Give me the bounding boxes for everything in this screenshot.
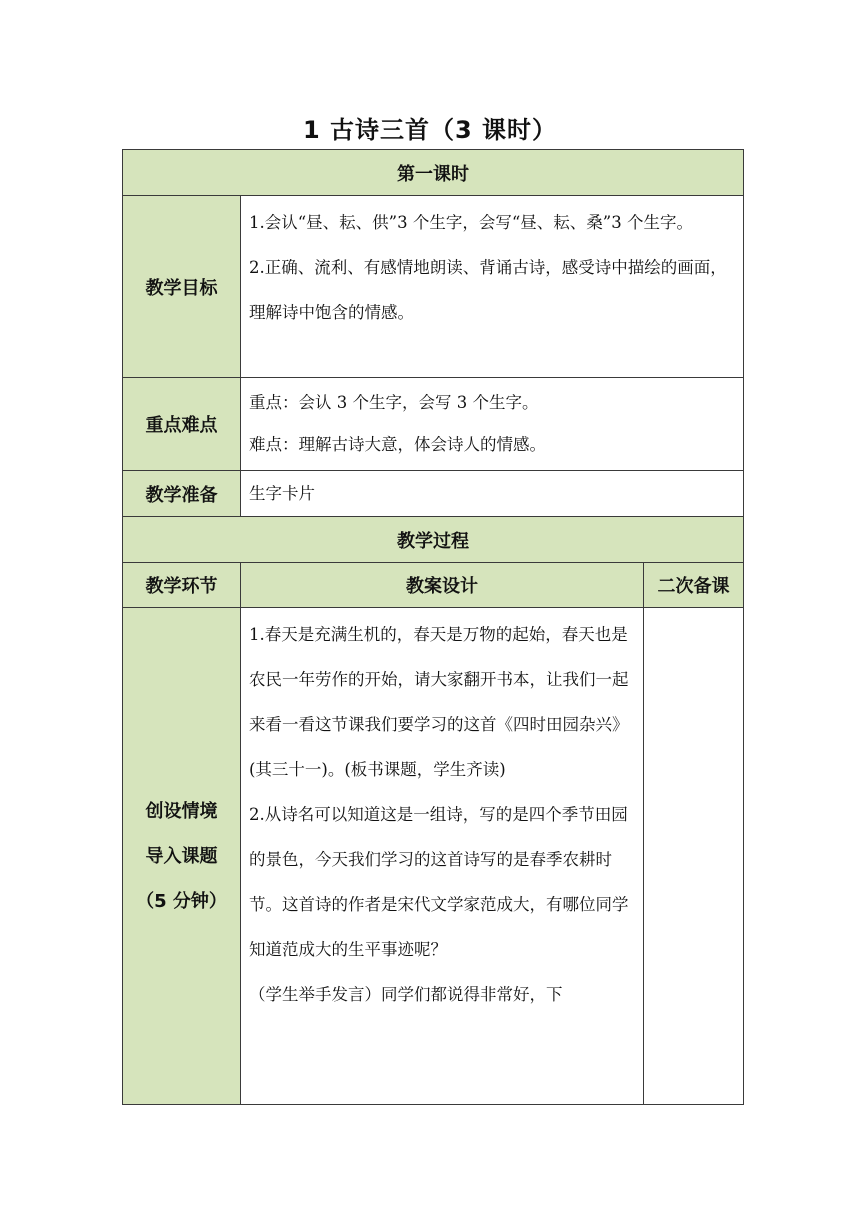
key-point-item: 重点：会认 3 个生字，会写 3 个生字。 xyxy=(249,393,539,412)
design-paragraph: （学生举手发言）同学们都说得非常好，下 xyxy=(249,985,563,1004)
process-header: 教学过程 xyxy=(123,517,744,563)
process-row xyxy=(123,517,744,563)
first-lesson-row xyxy=(123,150,744,196)
preparation-label: 教学准备 xyxy=(123,471,241,517)
column-header-row xyxy=(123,563,744,608)
stage1-label-line: 创设情境 xyxy=(145,800,218,822)
key-points-row xyxy=(123,378,744,471)
design-paragraph: 2.从诗名可以知道这是一组诗，写的是四个季节田园的景色，今天我们学习的这首诗写的是春季农耕时节。这首诗的作者是宋代文学家范成大，有哪位同学知道范成大的生平事迹呢？ xyxy=(249,805,629,959)
column-design-header: 教案设计 xyxy=(241,563,644,608)
objectives-label: 教学目标 xyxy=(123,196,241,378)
key-point-item: 难点：理解古诗大意，体会诗人的情感。 xyxy=(249,435,546,454)
objective-item: 2.正确、流利、有感情地朗读、背诵古诗，感受诗中描绘的画面，理解诗中饱含的情感。 xyxy=(249,258,727,322)
stage1-label xyxy=(123,608,241,1105)
stage1-notes xyxy=(644,608,744,1105)
page-title: 1 古诗三首（3 课时） xyxy=(302,116,558,144)
design-paragraph: 1.春天是充满生机的，春天是万物的起始，春天也是农民一年劳作的开始，请大家翻开书本，让我们一起来看一看这节课我们要学习的这首《四时田园杂兴》(其三十一)。(板书课题，学生齐读) xyxy=(249,625,629,779)
stage1-design xyxy=(241,608,644,1105)
column-notes-header: 二次备课 xyxy=(644,563,744,608)
objectives-row xyxy=(123,196,744,378)
lesson-plan-table xyxy=(122,149,744,1105)
key-points-label: 重点难点 xyxy=(123,378,241,471)
preparation-row xyxy=(123,471,744,517)
stage1-label-line: （5 分钟） xyxy=(136,890,227,912)
preparation-content: 生字卡片 xyxy=(241,471,744,517)
stage1-label-line: 导入课题 xyxy=(145,845,218,867)
key-points-content xyxy=(241,378,744,471)
objective-item: 1.会认“昼、耘、供”3 个生字，会写“昼、耘、桑”3 个生字。 xyxy=(249,213,693,232)
first-lesson-header: 第一课时 xyxy=(123,150,744,196)
stage1-row xyxy=(123,608,744,1105)
objectives-content xyxy=(241,196,744,378)
column-stage-header: 教学环节 xyxy=(123,563,241,608)
